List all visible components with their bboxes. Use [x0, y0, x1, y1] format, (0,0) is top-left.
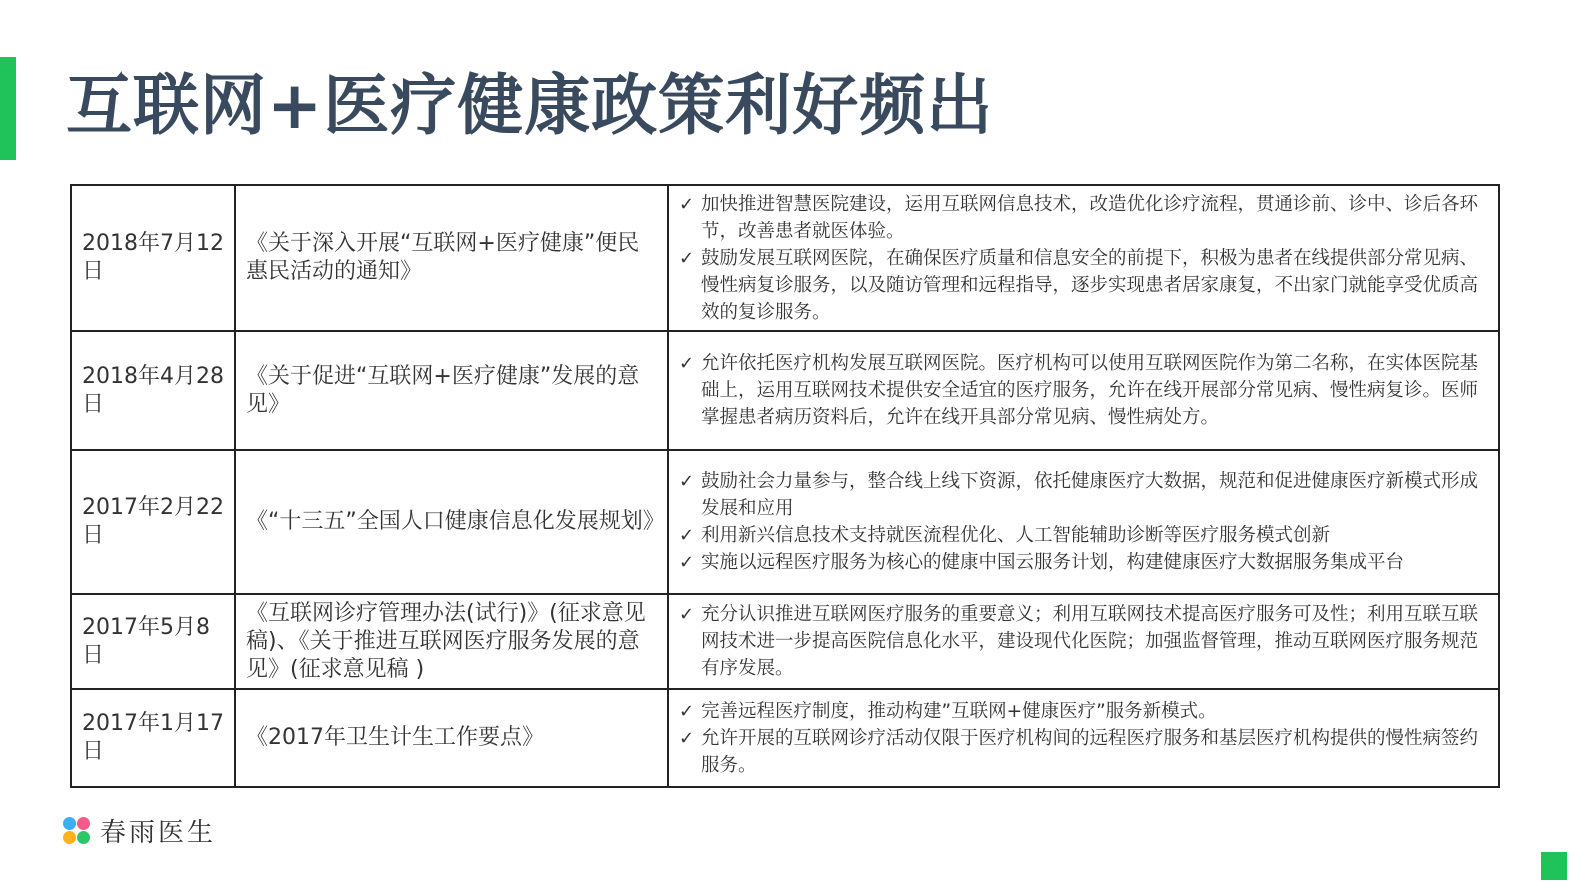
policy-document: 《“十三五”全国人口健康信息化发展规划》	[235, 450, 668, 594]
policy-table	[70, 184, 1500, 788]
policy-date: 2017年5月8日	[71, 594, 235, 689]
policy-key-points	[668, 594, 1499, 689]
list-item	[679, 468, 1488, 522]
point-text: 加快推进智慧医院建设，运用互联网信息技术，改造优化诊疗流程，贯通诊前、诊中、诊后各环节，改善患者就医体验。	[701, 193, 1479, 242]
policy-date: 2017年2月22日	[71, 450, 235, 594]
list-item	[679, 698, 1488, 725]
table-row	[71, 450, 1499, 594]
policy-date: 2017年1月17日	[71, 689, 235, 787]
point-text: 完善远程医疗制度，推动构建”互联网+健康医疗”服务新模式。	[701, 700, 1217, 722]
corner-decoration	[1541, 852, 1567, 880]
checkmark-icon: ✓	[679, 247, 695, 269]
policy-date: 2018年7月12日	[71, 185, 235, 331]
point-text: 允许开展的互联网诊疗活动仅限于医疗机构间的远程医疗服务和基层医疗机构提供的慢性病签约服务。	[701, 727, 1479, 776]
list-item	[679, 191, 1488, 245]
checkmark-icon: ✓	[679, 193, 695, 215]
point-text: 允许依托医疗机构发展互联网医院。医疗机构可以使用互联网医院作为第二名称，在实体医院基础上，运用互联网技术提供安全适宜的医疗服务，允许在线开展部分常见病、慢性病复诊。医师掌握患者病历资料后，允许在线开具部分常见病、慢性病处方。	[701, 353, 1479, 428]
table-row	[71, 689, 1499, 787]
policy-date: 2018年4月28日	[71, 331, 235, 450]
table-row	[71, 185, 1499, 331]
policy-key-points	[668, 331, 1499, 450]
policy-document: 《2017年卫生计生工作要点》	[235, 689, 668, 787]
policy-table-body	[71, 185, 1499, 787]
title-accent-bar	[0, 57, 16, 160]
checkmark-icon: ✓	[679, 700, 695, 722]
list-item	[679, 601, 1488, 682]
list-item	[679, 725, 1488, 779]
point-text: 鼓励发展互联网医院，在确保医疗质量和信息安全的前提下，积极为患者在线提供部分常见病、慢性病复诊服务，以及随访管理和远程指导，逐步实现患者居家康复，不出家门就能享受优质高效的复诊服务。	[701, 247, 1479, 323]
brand-name: 春雨医生	[100, 818, 217, 848]
policy-document: 《关于促进“互联网+医疗健康”发展的意见》	[235, 331, 668, 450]
policy-key-points	[668, 185, 1499, 331]
four-petal-logo-icon	[63, 817, 91, 845]
table-row	[71, 331, 1499, 450]
policy-document: 《关于深入开展“互联网+医疗健康”便民惠民活动的通知》	[235, 185, 668, 331]
checkmark-icon: ✓	[679, 471, 695, 492]
point-text: 利用新兴信息技术支持就医流程优化、人工智能辅助诊断等医疗服务模式创新	[701, 525, 1331, 546]
checkmark-icon: ✓	[679, 552, 695, 573]
point-text: 实施以远程医疗服务为核心的健康中国云服务计划，构建健康医疗大数据服务集成平台	[701, 552, 1405, 573]
list-item	[679, 350, 1488, 431]
checkmark-icon: ✓	[679, 353, 695, 374]
policy-document: 《互联网诊疗管理办法(试行)》(征求意见稿)、《关于推进互联网医疗服务发展的意见》(征求意见稿 )	[235, 594, 668, 689]
list-item	[679, 549, 1488, 576]
checkmark-icon: ✓	[679, 604, 695, 625]
list-item	[679, 245, 1488, 326]
checkmark-icon: ✓	[679, 525, 695, 546]
page-title: 互联网+医疗健康政策利好频出	[66, 67, 994, 144]
policy-key-points	[668, 450, 1499, 594]
brand	[63, 812, 216, 849]
point-text: 鼓励社会力量参与，整合线上线下资源，依托健康医疗大数据，规范和促进健康医疗新模式形成发展和应用	[701, 471, 1479, 519]
list-item	[679, 522, 1488, 549]
policy-key-points	[668, 689, 1499, 787]
point-text: 充分认识推进互联网医疗服务的重要意义；利用互联网技术提高医疗服务可及性；利用互联互联网技术进一步提高医院信息化水平，建设现代化医院；加强监督管理，推动互联网医疗服务规范有序发展。	[701, 604, 1479, 679]
checkmark-icon: ✓	[679, 727, 695, 749]
table-row	[71, 594, 1499, 689]
